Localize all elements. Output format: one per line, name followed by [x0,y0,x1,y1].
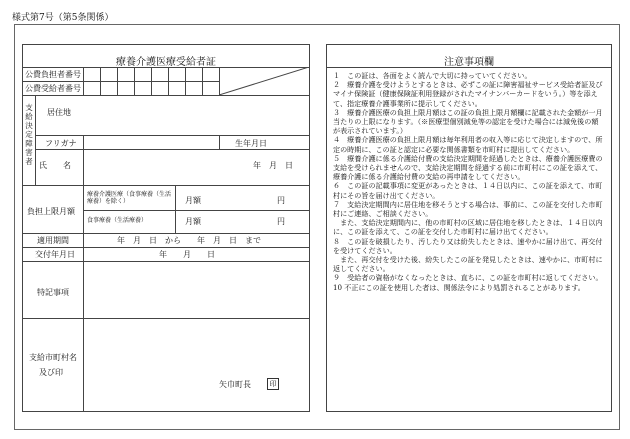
note-item: ７ 支給決定期間内に居住地を移そうとする場合は、事前に、この証を交付した市町村にご連絡、ご相談ください。 [333,199,603,219]
birth-value: 年 月 日 [253,161,293,170]
note-item: ２ 療養介護を受けようとするときは、必ずこの証に障害福祉サービス受給者証及びマイナ保険証（健康保険証利用登録がされたマイナンバーカードをいう。）等を添えて、指定療養介護事業所に提示してください。 [333,80,603,108]
note-item: １ この証は、各面をよく読んで大切に持っていてください。 [333,71,532,80]
address-label: 居住地 [47,108,71,117]
period-label: 適用期間 [37,236,69,245]
name-label: 氏 名 [39,161,71,170]
note-item: ５ 療養介護に係る介護給付費の支給決定期間を経過したときは、療養介護医療費の支給を受けられませんので、支給決定期間を経過する前に市町村にこの証を添えて、療養介護に係る介護給付費の支給の再申請をしてください。 [333,153,603,182]
issue-label: 交付年月日 [35,250,75,259]
notes-list [333,71,605,292]
public-payer-label: 公費負担者番号 [25,70,81,79]
note-item: ６ この証の記載事項に変更があったときは、１４日以内に、この証を添えて、市町村にその旨を届け出てください。 [333,181,603,200]
recipient-side-label: 支給決定障害者 [25,103,33,166]
limit-row1-label: 療養介護医療（食事療養（生活療養）を除く） [87,191,172,205]
note-item: ４ 療養介護医療の負担上限月額は毎年利用者の収入等に応じて決定しますので、所定の時期に、この証と認定に必要な関係書類を市町村に提出してください。 [333,135,603,154]
limit-row1-monthly: 月額 [185,196,201,205]
limit-row1-yen: 円 [277,196,285,205]
certificate-title: 療養介護医療受給者証 [116,57,216,68]
furigana-label: フリガナ [45,139,77,148]
note-item: ８ この証を破損したり、汚したり又は紛失したときは、速やかに届け出て、再交付を受けてください。 [333,236,603,255]
special-label: 特記事項 [37,288,69,297]
note-item: ９ 受給者の資格がなくなったときは、直ちに、この証を市町村に返してください。 [333,273,603,283]
mayor-name: 矢巾町長 [219,380,251,389]
limit-label: 負担上限月額 [27,207,75,216]
note-item: また、支給決定期間内に、他の市町村の区域に居住地を移したときは、１４日以内に、この証を添えて、この証を交付した市町村に届け出てください。 [333,218,603,237]
public-recipient-label: 公費受給者番号 [25,84,81,93]
note-item: また、再交付を受けた後、紛失したこの証を発見したときは、速やかに、市町村に返してください。 [333,255,603,274]
note-item: ３ 療養介護医療の負担上限月額はこの証の負担上限月額欄に記載された金額が一月当たりの上限になります。（※医療型個別減免等の認定を受けた場合には減免後の額が表示されています。） [333,107,603,136]
limit-row2-yen: 円 [277,217,285,226]
note-item: 10 不正にこの証を使用した者は、関係法令により処罰されることがあります。 [333,282,585,292]
issue-value: 年 月 日 [159,250,215,259]
municipality-label: 支給市町村名 [29,353,77,362]
notes-title: 注意事項欄 [444,57,494,68]
birth-label: 生年月日 [235,139,267,148]
limit-row2-monthly: 月額 [185,217,201,226]
limit-row2-label: 食事療養（生活療養） [87,217,148,224]
period-value: 年 月 日 から 年 月 日 まで [117,236,261,245]
certificate-panel [22,44,310,412]
notes-panel [326,44,612,412]
diagonal-strike [219,67,309,95]
seal-label: 及び印 [39,368,63,377]
form-number: 様式第7号（第5条関係） [12,13,114,23]
public-recipient-cells [23,81,219,95]
seal-stamp: 印 [267,378,279,390]
public-payer-cells [23,67,219,81]
